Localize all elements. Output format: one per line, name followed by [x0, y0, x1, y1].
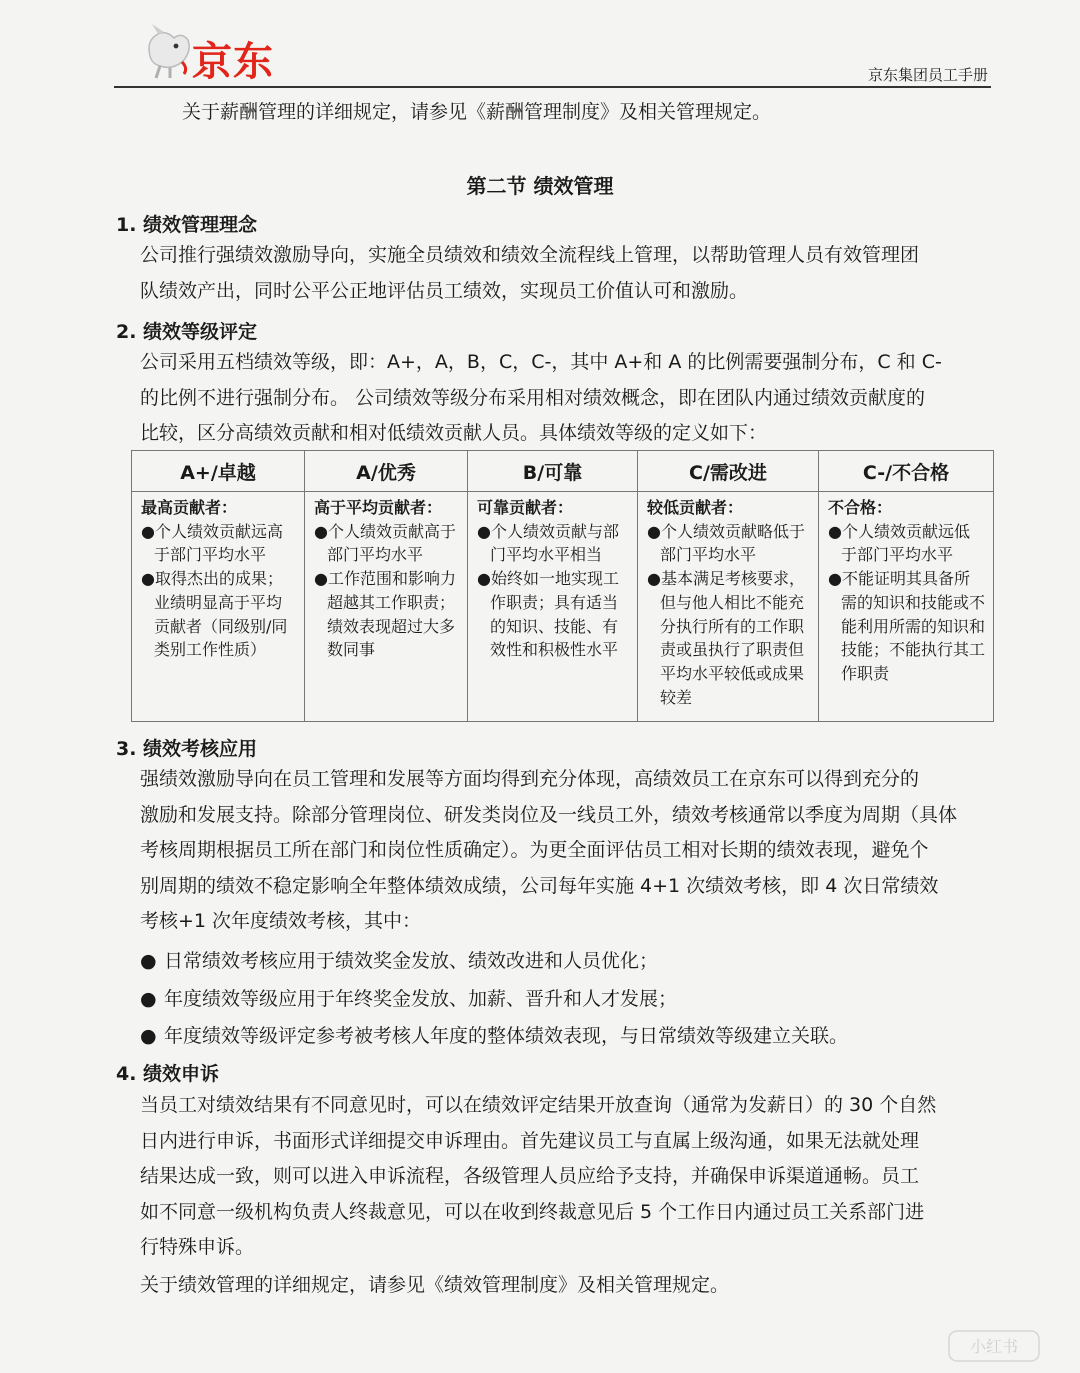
salary-reference-note: 关于薪酬管理的详细规定，请参见《薪酬管理制度》及相关管理规定。 — [182, 101, 772, 123]
heading-grade-evaluation: 2. 绩效等级评定 — [116, 321, 258, 343]
grade-definition-table — [131, 450, 994, 722]
handbook-title: 京东集团员工手册 — [867, 66, 988, 84]
grade-header-b: B/可靠 — [468, 451, 638, 492]
list-item: ● 年度绩效等级应用于年终奖金发放、加薪、晋升和人才发展； — [140, 988, 678, 1010]
paragraph-grade-evaluation: 公司采用五档绩效等级，即：A+，A，B，C，C-，其中 A+和 A 的比例需要强制分布，C 和 C- 的比例不进行强制分布。 公司绩效等级分布采用相对绩效概念，即在团队内通过绩效贡献度的 比较，区分高绩效贡献和相对低绩效贡献人员。具体绩效等级的定义如下： — [140, 351, 942, 444]
section-title: 第二节 绩效管理 — [466, 174, 614, 198]
bullet-dot-icon: ● — [140, 988, 157, 1010]
grade-header-c-minus: C-/不合格 — [819, 451, 994, 492]
header-divider — [114, 86, 991, 88]
bullet-dot-icon: ● — [140, 950, 157, 972]
paragraph-performance-appeal: 当员工对绩效结果有不同意见时，可以在绩效评定结果开放查询（通常为发薪日）的 30 个自然 日内进行申诉，书面形式详细提交申诉理由。首先建议员工与直属上级沟通，如果无法就处理 结果达成一致，则可以进入申诉流程，各级管理人员应给予支持，并确保申诉渠道通畅。员工 如不同意一级机构负责人终裁意见，可以在收到终裁意见后 5 个工作日内通过员工关系部门进 行特殊申诉。 — [140, 1094, 937, 1258]
grade-cell-a: 高于平均贡献者： ●个人绩效贡献高于部门平均水平 ●工作范围和影响力超越其工作职责；绩效表现超过大多数同事 — [305, 492, 468, 722]
heading-assessment-application: 3. 绩效考核应用 — [116, 738, 258, 760]
performance-reference-note: 关于绩效管理的详细规定，请参见《绩效管理制度》及相关管理规定。 — [140, 1274, 730, 1296]
grade-header-a: A/优秀 — [305, 451, 468, 492]
heading-performance-appeal: 4. 绩效申诉 — [116, 1063, 220, 1085]
paragraph-assessment-application: 强绩效激励导向在员工管理和发展等方面均得到充分体现，高绩效员工在京东可以得到充分的 激励和发展支持。除部分管理岗位、研发类岗位及一线员工外，绩效考核通常以季度为周期（具体 考核周期根据员工所在部门和岗位性质确定）。为更全面评估员工相对长期的绩效表现，避免个 别周期的绩效不稳定影响全年整体绩效成绩，公司每年实施 4+1 次绩效考核，即 4 次日常绩效 考核+1 次年度绩效考核，其中： — [140, 768, 958, 932]
grade-header-a-plus: A+/卓越 — [132, 451, 305, 492]
table-header-row — [132, 451, 994, 492]
paragraph-performance-philosophy: 公司推行强绩效激励导向，实施全员绩效和绩效全流程线上管理，以帮助管理人员有效管理团 队绩效产出，同时公平公正地评估员工绩效，实现员工价值认可和激励。 — [140, 244, 920, 302]
grade-cell-b: 可靠贡献者： ●个人绩效贡献与部门平均水平相当 ●始终如一地实现工作职责；具有适当的知识、技能、有效性和积极性水平 — [468, 492, 638, 722]
heading-performance-philosophy: 1. 绩效管理理念 — [116, 214, 258, 236]
bullet-dot-icon: ● — [140, 1025, 157, 1047]
grade-cell-c: 较低贡献者： ●个人绩效贡献略低于部门平均水平 ●基本满足考核要求，但与他人相比不能充分执行所有的工作职责或虽执行了职责但平均水平较低或成果较差 — [638, 492, 819, 722]
grade-header-c: C/需改进 — [638, 451, 819, 492]
xiaohongshu-watermark — [948, 1330, 1040, 1362]
svg-text:小红书: 小红书 — [969, 1337, 1019, 1356]
grade-cell-c-minus: 不合格： ●个人绩效贡献远低于部门平均水平 ●不能证明其具备所需的知识和技能或不能利用所需的知识和技能；不能执行其工作职责 — [819, 492, 994, 722]
grade-cell-a-plus: 最高贡献者： ●个人绩效贡献远高于部门平均水平 ●取得杰出的成果；业绩明显高于平均贡献者（同级别/同类别工作性质） — [132, 492, 305, 722]
list-item: ● 日常绩效考核应用于绩效奖金发放、绩效改进和人员优化； — [140, 950, 659, 972]
table-row — [132, 492, 994, 722]
list-item: ● 年度绩效等级评定参考被考核人年度的整体绩效表现，与日常绩效等级建立关联。 — [140, 1025, 849, 1047]
jd-logo-wordmark: 京东 — [192, 39, 274, 85]
